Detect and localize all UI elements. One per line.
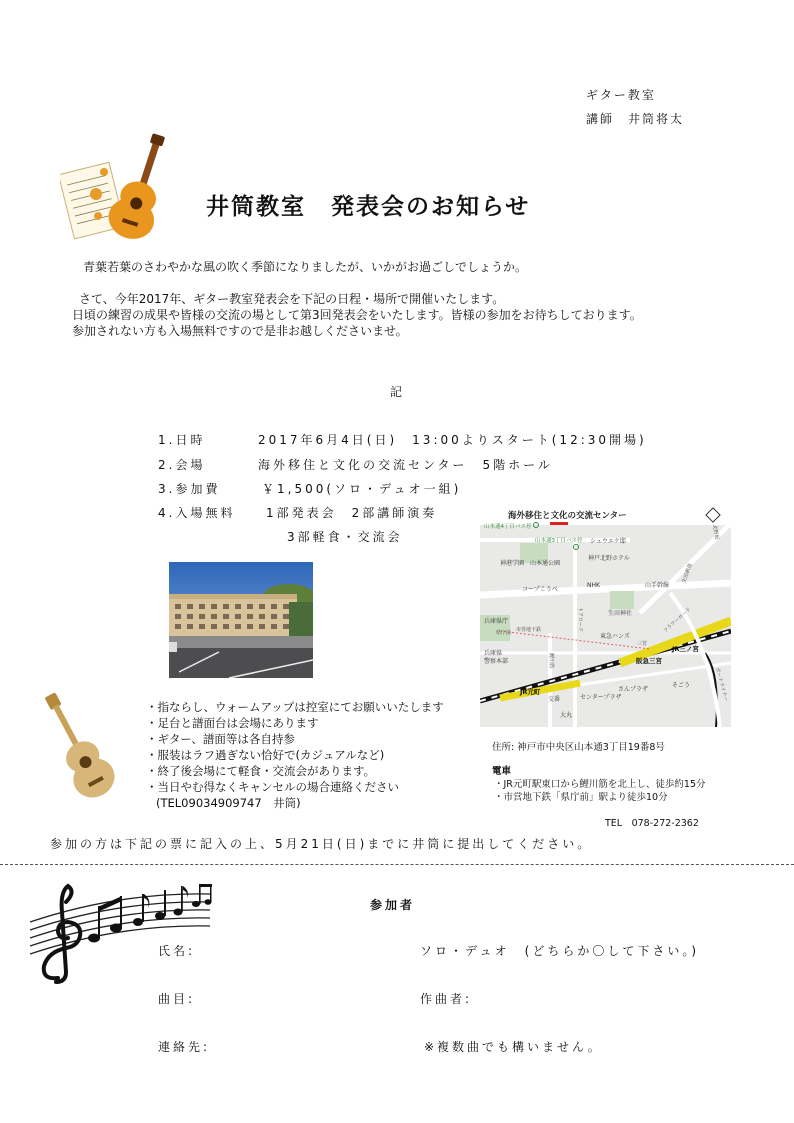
map-label-yamate: 山手幹線 (645, 582, 670, 589)
detail-value-date: 2017年6月4日(日) 13:00よりスタート(12:30開場) (258, 433, 647, 447)
form-song-label: 曲目: (158, 992, 196, 1006)
detail-value-program-extra: 3部軽食・交流会 (287, 530, 403, 544)
map-label-port-liner: ポートライナー (714, 666, 729, 703)
map-label-jr-sannomiya: JR三ノ宮 (672, 645, 699, 653)
map-label-bus1: 山本通4丁目バス停 (484, 524, 532, 530)
route-jr: ・JR元町駅東口から鯉川筋を北上し、徒歩約15分 (494, 779, 706, 790)
map-label-tor-road: トアロード (577, 607, 583, 632)
ki-heading: 記 (390, 385, 403, 399)
map-label-shueke: シュウエケ邸 (590, 538, 626, 545)
detail-value-program: 1部発表会 2部講師演奏 (266, 506, 438, 520)
org-name: ギター教室 (586, 88, 656, 102)
map-label-subway: 市営地下鉄 (516, 627, 542, 633)
cut-line (0, 864, 794, 865)
map-label-hankyu: 阪急三宮 (636, 657, 662, 665)
map-label-sogo: そごう (672, 682, 691, 689)
note-1: ・指ならし、ウォームアップは控室にてお願いいたします (146, 700, 444, 714)
map-label-ikuta-shindo: 生田新道 (681, 562, 694, 584)
map-title: 海外移住と文化の交流センター (508, 511, 627, 521)
address: 住所: 神戸市中央区山本通3丁目19番8号 (492, 742, 665, 753)
detail-label-admission: 4.入場無料 (158, 506, 236, 520)
form-contact-label: 連絡先: (158, 1040, 211, 1054)
form-composer-label: 作曲者: (420, 992, 473, 1006)
map-label-police: 警察本部 (484, 658, 509, 665)
ukulele-illustration (38, 688, 120, 810)
map-label-hands: 東急ハンズ (600, 633, 630, 640)
map-label-jr-motomachi: JR元町 (520, 688, 541, 696)
page-title: 井筒教室 発表会のお知らせ (206, 194, 531, 220)
music-notes-illustration (20, 882, 220, 984)
form-type-choice: ソロ・デュオ (どちらか〇して下さい。) (420, 944, 700, 958)
detail-label-date: 1.日時 (158, 433, 206, 447)
venue-building-photo (169, 562, 313, 678)
note-5: ・終了後会場にて軽食・交流会があります。 (146, 764, 376, 778)
note-4: ・服装はラフ過ぎない恰好で(カジュアルなど) (146, 748, 385, 762)
map-label-yamamoto: 山本通公園 (530, 560, 561, 567)
map-label-daimaru: 大丸 (560, 712, 573, 719)
map-label-koban: 交番 (548, 696, 561, 703)
form-note: ※複数曲でも構いません。 (424, 1040, 603, 1054)
form-name-label: 氏名: (158, 944, 196, 958)
map-label-ikuta: 生田神社 (608, 610, 633, 617)
map-label-sanplaza: さんプラザ (618, 686, 649, 693)
intro-line-3: 参加されない方も入場無料ですので是非お越しくださいませ。 (72, 324, 408, 338)
note-6: ・当日やむ得なくキャンセルの場合連絡ください (146, 780, 399, 794)
intro-line-2: 日頃の練習の成果や皆様の交流の場として第3回発表会をいたします。皆様の参加をお待ちしております。 (72, 308, 642, 322)
detail-value-venue: 海外移住と文化の交流センター 5階ホール (258, 458, 553, 472)
map-label-kencho-mae: 県庁前 (496, 630, 512, 636)
note-7-contact: (TEL09034909747 井筒) (156, 796, 301, 810)
map-label-hyogo-pref: 兵庫県庁 (484, 618, 509, 625)
intro-line-1: さて、今年2017年、ギター教室発表会を下記の日程・場所で開催いたします。 (79, 292, 505, 306)
map-label-hyogo: 兵庫県 (484, 650, 503, 657)
venue-tel: TEL 078-272-2362 (605, 818, 699, 829)
guitar-sheet-illustration (60, 132, 180, 244)
venue-map (480, 503, 731, 727)
form-heading: 参加者 (370, 898, 416, 912)
note-3: ・ギター、譜面等は各自持参 (146, 732, 295, 746)
detail-label-venue: 2.会場 (158, 458, 206, 472)
detail-value-fee: ￥1,500(ソロ・デュオ一組) (262, 482, 462, 496)
map-label-koikawa: 鯉川筋 (548, 653, 554, 669)
map-label-nhk: NHK (587, 582, 600, 589)
map-label-bus2: 山本通3丁目バス停 (535, 538, 583, 544)
map-label-corp: コープこうべ (522, 586, 558, 593)
map-label-flower-road: フラワーロード (662, 606, 693, 635)
detail-label-fee: 3.参加費 (158, 482, 221, 496)
teacher-name: 講師 井筒将太 (586, 112, 685, 126)
train-heading: 電車 (492, 766, 512, 777)
intro-greeting: 青葉若葉のさわやかな風の吹く季節になりましたが、いかがお過ごしでしょうか。 (83, 260, 528, 274)
map-label-kobe-gakuen: 神港学園 (500, 560, 525, 567)
deadline-notice: 参加の方は下記の票に記入の上、5月21日(日)までに井筒に提出してください。 (50, 837, 593, 851)
route-subway: ・市営地下鉄「県庁前」駅より徒歩10分 (494, 792, 668, 803)
map-label-center-plaza: センタープラザ (580, 694, 622, 701)
map-label-hotel: 神戸北野ホテル (588, 555, 630, 562)
note-2: ・足台と譜面台は会場にあります (146, 716, 319, 730)
map-label-sannomiya: 三宮 (637, 641, 648, 647)
map-label-kitano: 北野坂 (711, 524, 720, 541)
